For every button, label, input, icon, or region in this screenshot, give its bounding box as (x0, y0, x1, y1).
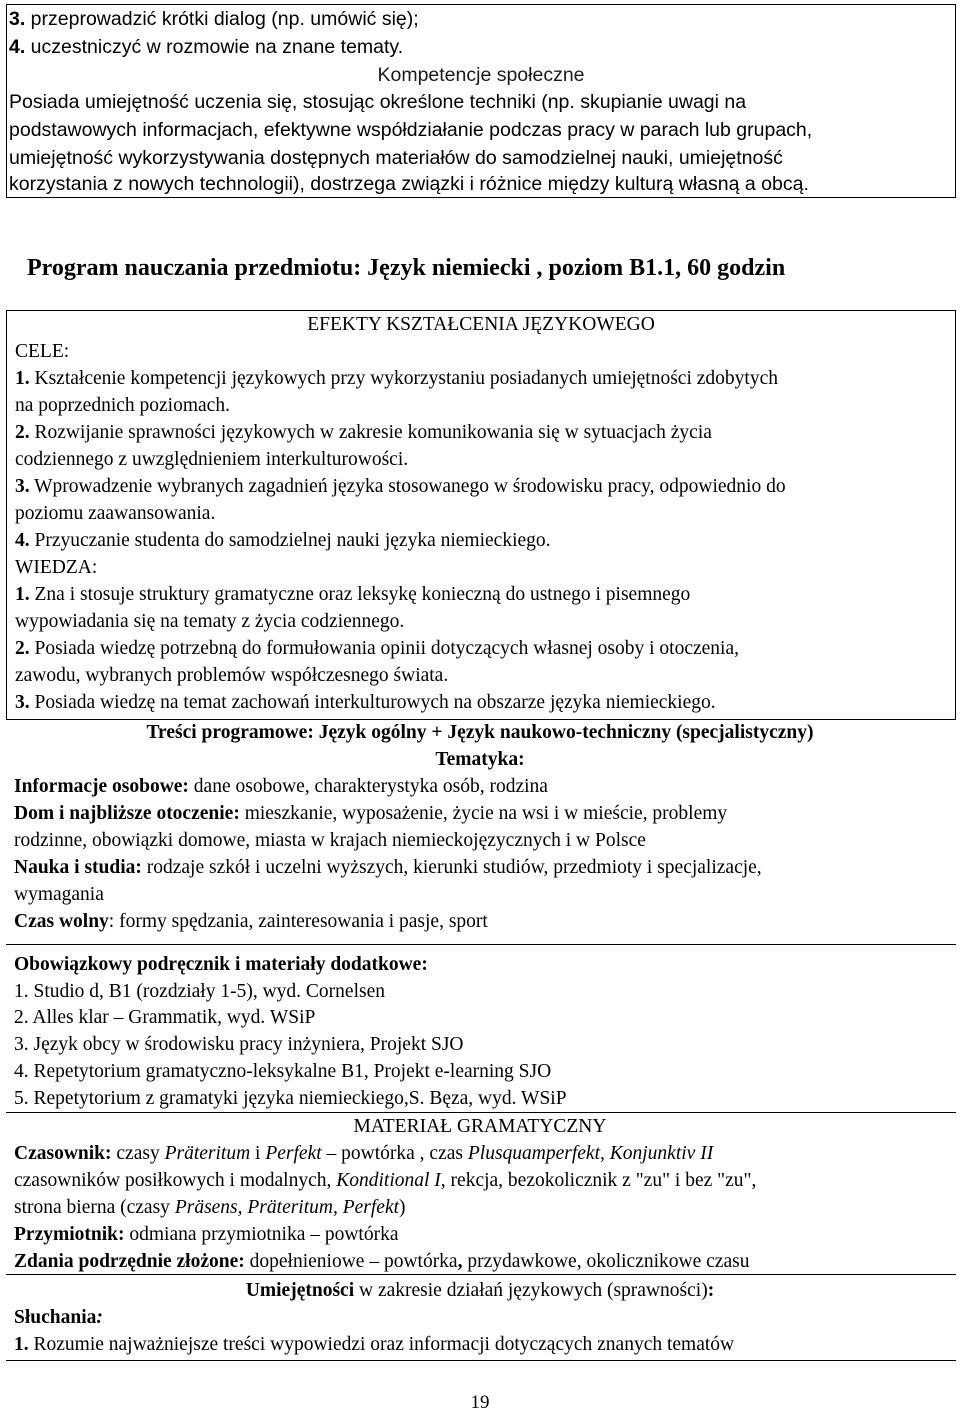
divider (6, 944, 956, 945)
paragraph-line: umiejętność wykorzystywania dostępnych materiałów do samodzielnej nauki, umiejętność (9, 147, 783, 169)
paragraph-line: korzystania z nowych technologii), dostrzega związki i różnice między kulturą własną a obcą. (9, 173, 809, 195)
list-item: 1. Rozumie najważniejsze treści wypowiedzi oraz informacji dotyczących znanych tematów (14, 1334, 735, 1355)
wiedza-label: WIEDZA: (15, 557, 98, 578)
material-item: 5. Repetytorium z gramatyki języka niemieckiego,S. Bęza, wyd. WSiP (14, 1088, 567, 1109)
list-item-continued: codziennego z uwzględnieniem interkulturowości. (15, 449, 409, 470)
grammar-line: Czasownik: czasy Präteritum i Perfekt – powtórka , czas Plusquamperfekt, Konjunktiv II (14, 1143, 714, 1164)
list-item: 3. Posiada wiedzę na temat zachowań interkulturowych na obszarze języka niemieckiego. (15, 692, 716, 713)
main-box (6, 310, 956, 720)
material-item: 3. Język obcy w środowisku pracy inżyniera, Projekt SJO (14, 1034, 464, 1055)
effects-title: EFEKTY KSZTAŁCENIA JĘZYKOWEGO (307, 314, 655, 335)
page-number: 19 (470, 1392, 490, 1413)
tresci-title: Treści programowe: Język ogólny + Język naukowo-techniczny (specjalistyczny) (146, 722, 814, 743)
grammar-title: MATERIAŁ GRAMATYCZNY (353, 1116, 607, 1137)
list-item-continued: poziomu zaawansowania. (15, 503, 216, 524)
divider (6, 1274, 956, 1275)
topic-line: wymagania (14, 884, 104, 905)
top-box (6, 4, 956, 198)
list-item-continued: na poprzednich poziomach. (15, 395, 230, 416)
topic-line: Informacje osobowe: dane osobowe, charakterystyka osób, rodzina (14, 776, 548, 797)
list-item: 2. Rozwijanie sprawności językowych w zakresie komunikowania się w sytuacjach życia (15, 422, 712, 443)
tematyka-label: Tematyka: (435, 749, 525, 770)
paragraph-line: podstawowych informacjach, efektywne współdziałanie podczas pracy w parach lub grupach, (9, 119, 813, 141)
grammar-line: Przymiotnik: odmiana przymiotnika – powtórka (14, 1224, 399, 1245)
list-item: 3. przeprowadzić krótki dialog (np. umówić się); (9, 8, 419, 30)
list-item: 2. Posiada wiedzę potrzebną do formułowania opinii dotyczących własnej osoby i otoczenia, (15, 638, 739, 659)
topic-line: Czas wolny: formy spędzania, zainteresowania i pasje, sport (14, 911, 488, 932)
list-item: 1. Zna i stosuje struktury gramatyczne oraz leksykę konieczną do ustnego i pisemnego (15, 584, 691, 605)
paragraph-line: Posiada umiejętność uczenia się, stosując określone techniki (np. skupianie uwagi na (9, 91, 747, 113)
list-item: 4. Przyuczanie studenta do samodzielnej nauki języka niemieckiego. (15, 530, 551, 551)
list-item: 3. Wprowadzenie wybranych zagadnień języka stosowanego w środowisku pracy, odpowiednio do (15, 476, 786, 497)
sluchania-label: Słuchania: (14, 1307, 103, 1328)
list-item-continued: zawodu, wybranych problemów współczesnego świata. (15, 665, 449, 686)
cele-label: CELE: (15, 341, 70, 362)
list-item: 1. Kształcenie kompetencji językowych przy wykorzystaniu posiadanych umiejętności zdobytych (15, 368, 778, 389)
list-item: 4. uczestniczyć w rozmowie na znane tematy. (9, 36, 404, 58)
material-item: 1. Studio d, B1 (rozdziały 1-5), wyd. Cornelsen (14, 981, 385, 1002)
divider (6, 1360, 956, 1361)
list-item-continued: wypowiadania się na tematy z życia codziennego. (15, 611, 405, 632)
material-item: 2. Alles klar – Grammatik, wyd. WSiP (14, 1007, 316, 1028)
skills-title: Umiejętności w zakresie działań językowych (sprawności): (245, 1280, 715, 1301)
topic-line: Nauka i studia: rodzaje szkół i uczelni wyższych, kierunki studiów, przedmioty i specjalizacje, (14, 857, 762, 878)
material-item: 4. Repetytorium gramatyczno-leksykalne B1, Projekt e-learning SJO (14, 1061, 552, 1082)
grammar-line: strona bierna (czasy Präsens, Präteritum, Perfekt) (14, 1197, 406, 1218)
program-title: Program nauczania przedmiotu: Język niemiecki , poziom B1.1, 60 godzin (27, 255, 786, 281)
grammar-line: Zdania podrzędnie złożone: dopełnieniowe – powtórka, przydawkowe, okolicznikowe czasu (14, 1251, 750, 1272)
divider (6, 1112, 956, 1113)
grammar-line: czasowników posiłkowych i modalnych, Konditional I, rekcja, bezokolicznik z "zu" i bez "zu", (14, 1170, 757, 1191)
topic-line: rodzinne, obowiązki domowe, miasta w krajach niemieckojęzycznych i w Polsce (14, 830, 646, 851)
materials-title: Obowiązkowy podręcznik i materiały dodatkowe: (14, 954, 428, 975)
topic-line: Dom i najbliższe otoczenie: mieszkanie, wyposażenie, życie na wsi i w mieście, problemy (14, 803, 728, 824)
section-heading: Kompetencje społeczne (377, 64, 585, 86)
